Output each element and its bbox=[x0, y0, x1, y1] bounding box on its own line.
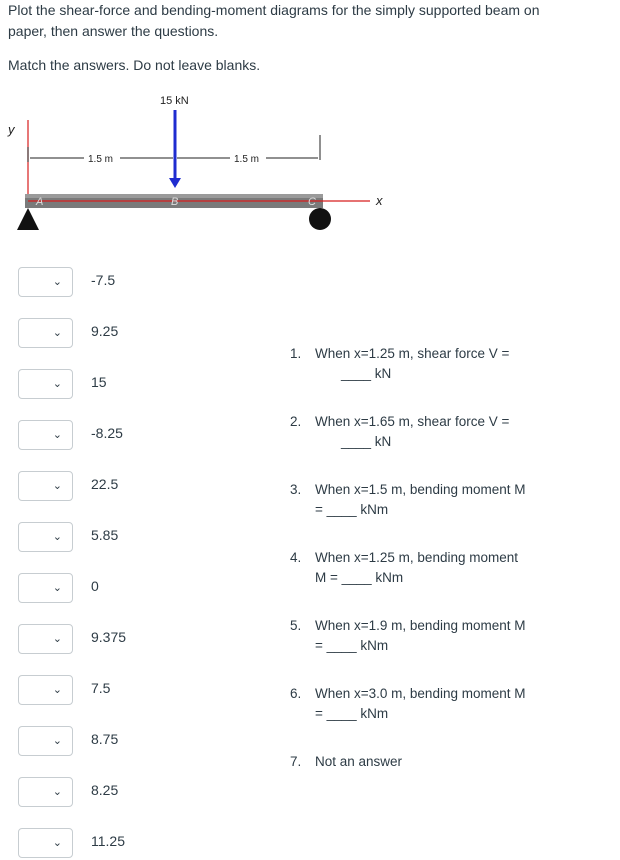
answer-value: 9.375 bbox=[91, 629, 127, 645]
chevron-down-icon: ⌄ bbox=[52, 633, 62, 645]
answer-select[interactable] bbox=[18, 267, 73, 297]
answer-row bbox=[18, 828, 278, 860]
answer-value: 7.5 bbox=[91, 680, 111, 696]
question-text: When x=1.25 m, shear force V = bbox=[315, 346, 510, 361]
question-number: 1. bbox=[290, 346, 302, 361]
x-axis-label: x bbox=[376, 193, 383, 208]
answer-select[interactable] bbox=[18, 624, 73, 654]
answer-select[interactable] bbox=[18, 828, 73, 858]
question-text: When x=1.25 m, bending moment bbox=[315, 550, 518, 565]
question-blank: M = ____ kNm bbox=[315, 570, 404, 585]
chevron-down-icon: ⌄ bbox=[52, 531, 62, 543]
question-text: When x=1.5 m, bending moment M bbox=[315, 482, 526, 497]
answer-row bbox=[18, 573, 278, 605]
question-blank: = ____ kNm bbox=[315, 638, 389, 653]
answer-row bbox=[18, 675, 278, 707]
answer-row bbox=[18, 369, 278, 401]
point-a-label: A bbox=[36, 196, 44, 208]
question-blank: ____ kN bbox=[341, 366, 392, 381]
answer-value: 8.25 bbox=[91, 782, 119, 798]
chevron-down-icon: ⌄ bbox=[52, 582, 62, 594]
question-number: 2. bbox=[290, 414, 302, 429]
question-blank: ____ kN bbox=[341, 434, 392, 449]
beam-diagram bbox=[0, 90, 400, 240]
instructions-text: Plot the shear-force and bending-moment diagrams for the simply supported beam on paper, then answer the questions. bbox=[8, 2, 540, 39]
load-arrow-head bbox=[169, 178, 181, 188]
answer-select[interactable] bbox=[18, 777, 73, 807]
answer-row bbox=[18, 624, 278, 656]
question-blank: = ____ kNm bbox=[315, 502, 389, 517]
chevron-down-icon: ⌄ bbox=[52, 735, 62, 747]
question-number: 7. bbox=[290, 754, 302, 769]
answer-select[interactable] bbox=[18, 420, 73, 450]
beam-figure bbox=[0, 90, 400, 240]
question-text: When x=1.65 m, shear force V = bbox=[315, 414, 510, 429]
chevron-down-icon: ⌄ bbox=[52, 429, 62, 441]
answer-value: 9.25 bbox=[91, 323, 119, 339]
answer-value: 8.75 bbox=[91, 731, 119, 747]
chevron-down-icon: ⌄ bbox=[52, 684, 62, 696]
answer-row bbox=[18, 420, 278, 452]
dim-left-label: 1.5 m bbox=[88, 154, 114, 165]
answer-value: 5.85 bbox=[91, 527, 119, 543]
question-number: 4. bbox=[290, 550, 302, 565]
question-number: 3. bbox=[290, 482, 302, 497]
chevron-down-icon: ⌄ bbox=[52, 327, 62, 339]
answer-select[interactable] bbox=[18, 522, 73, 552]
y-axis-label: y bbox=[8, 122, 15, 137]
answer-value: 22.5 bbox=[91, 476, 119, 492]
chevron-down-icon: ⌄ bbox=[52, 837, 62, 849]
answer-select[interactable] bbox=[18, 318, 73, 348]
answer-value: -8.25 bbox=[91, 425, 123, 441]
chevron-down-icon: ⌄ bbox=[52, 276, 62, 288]
answer-value: 11.25 bbox=[91, 833, 125, 849]
answer-select[interactable] bbox=[18, 471, 73, 501]
question-text: When x=1.9 m, bending moment M bbox=[315, 618, 526, 633]
point-c-label: C bbox=[308, 196, 316, 208]
answer-row bbox=[18, 318, 278, 350]
load-label: 15 kN bbox=[160, 95, 189, 107]
answer-row bbox=[18, 777, 278, 809]
dim-right-label: 1.5 m bbox=[234, 154, 260, 165]
answer-select[interactable] bbox=[18, 573, 73, 603]
match-instructions: Match the answers. Do not leave blanks. bbox=[8, 57, 261, 73]
pin-support bbox=[17, 208, 39, 230]
question-text: Not an answer bbox=[315, 754, 403, 769]
chevron-down-icon: ⌄ bbox=[52, 480, 62, 492]
roller-support bbox=[309, 208, 331, 230]
answer-select[interactable] bbox=[18, 675, 73, 705]
answer-select[interactable] bbox=[18, 726, 73, 756]
question-text: When x=3.0 m, bending moment M bbox=[315, 686, 526, 701]
chevron-down-icon: ⌄ bbox=[52, 786, 62, 798]
answer-value: 15 bbox=[91, 374, 107, 390]
answer-row bbox=[18, 267, 278, 299]
question-number: 5. bbox=[290, 618, 302, 633]
answer-row bbox=[18, 471, 278, 503]
point-b-label: B bbox=[171, 196, 179, 208]
answer-select[interactable] bbox=[18, 369, 73, 399]
chevron-down-icon: ⌄ bbox=[52, 378, 62, 390]
answer-row bbox=[18, 726, 278, 758]
question-number: 6. bbox=[290, 686, 302, 701]
answer-value: -7.5 bbox=[91, 272, 116, 288]
question-blank: = ____ kNm bbox=[315, 706, 389, 721]
answer-row bbox=[18, 522, 278, 554]
answer-value: 0 bbox=[91, 578, 99, 594]
